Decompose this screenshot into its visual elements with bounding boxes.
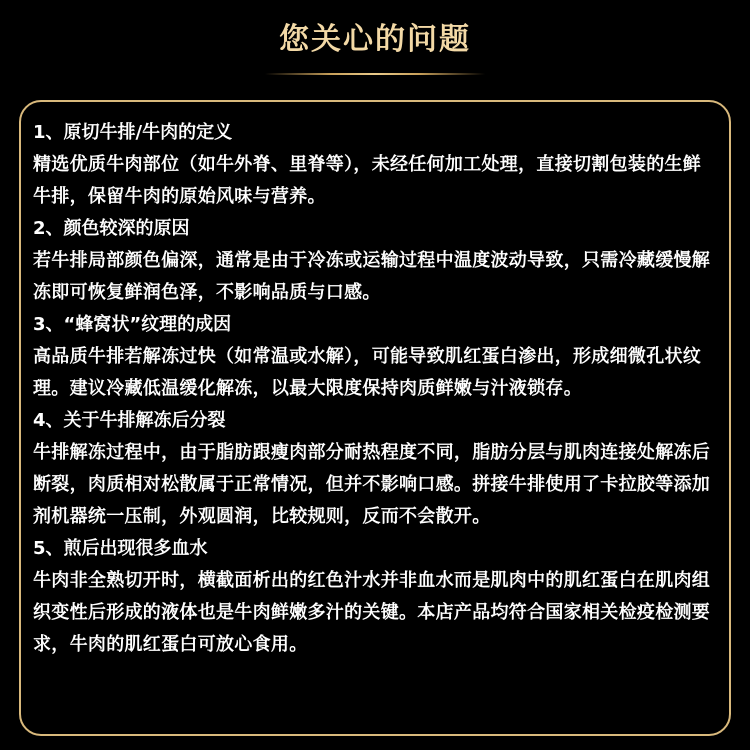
faq-answer: 若牛排局部颜色偏深，通常是由于冷冻或运输过程中温度波动导致，只需冷藏缓慢解冻即可恢复鲜润色泽，不影响品质与口感。 [33, 250, 711, 303]
faq-answer: 牛排解冻过程中，由于脂肪跟瘦肉部分耐热程度不同，脂肪分层与肌肉连接处解冻后断裂，肉质相对松散属于正常情况，但并不影响口感。拼接牛排使用了卡拉胶等添加剂机器统一压制，外观圆润，比较规则，反而不会散开。 [33, 442, 711, 527]
faq-item-splitting [33, 405, 717, 533]
faq-item-juices [33, 533, 717, 661]
faq-heading: 5、煎后出现很多血水 [33, 538, 208, 559]
faq-item-definition [33, 117, 717, 213]
faq-heading: 2、颜色较深的原因 [33, 218, 190, 239]
faq-heading: 1、原切牛排/牛肉的定义 [33, 122, 233, 143]
faq-item-dark-color [33, 213, 717, 309]
faq-answer: 牛肉非全熟切开时，横截面析出的红色汁水并非血水而是肌肉中的肌红蛋白在肌肉组织变性后形成的液体也是牛肉鲜嫩多汁的关键。本店产品均符合国家相关检疫检测要求，牛肉的肌红蛋白可放心食用。 [33, 570, 711, 655]
faq-answer: 高品质牛排若解冻过快（如常温或水解），可能导致肌红蛋白渗出，形成细微孔状纹理。建议冷藏低温缓化解冻，以最大限度保持肉质鲜嫩与汁液锁存。 [33, 346, 702, 399]
page-title: 您关心的问题 [279, 22, 471, 57]
faq-item-honeycomb-texture [33, 309, 717, 405]
faq-panel [19, 100, 731, 736]
faq-heading: 4、关于牛排解冻后分裂 [33, 410, 226, 431]
faq-answer: 精选优质牛肉部位（如牛外脊、里脊等），未经任何加工处理，直接切割包装的生鲜牛排，保留牛肉的原始风味与营养。 [33, 154, 702, 207]
title-underline-divider [265, 73, 485, 75]
faq-heading: 3、“蜂窝状”纹理的成因 [33, 314, 232, 335]
